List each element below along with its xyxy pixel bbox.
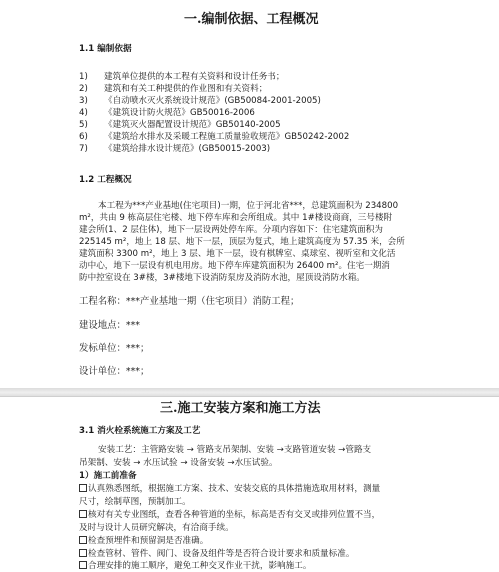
- list-item: 建筑和有关工种提供的作业图和有关资料；: [104, 84, 268, 94]
- paragraph-line: 建筑面积 3300 m²，地上 3 层、地下一层，设有棋牌室、桌球室、视听室和文化活: [79, 249, 396, 259]
- checkbox-icon: [79, 549, 87, 557]
- list-item: 《建筑设计防火规范》GB50016-2006: [104, 108, 255, 118]
- location-field: 建设地点：***: [79, 320, 140, 331]
- list-item: 《建筑给排水设计规范》(GB50015-2003): [104, 144, 271, 154]
- checkbox-icon: [79, 510, 87, 518]
- checklist-item-text: 合理安排的施工顺序，避免工种交叉作业干扰，影响施工。: [88, 561, 312, 571]
- checklist-item-text: 检查预埋件和预留洞是否准确。: [88, 536, 209, 546]
- list-item: 《自动喷水灭火系统设计规范》(GB50084-2001-2005): [104, 96, 321, 106]
- list-item-number: 1): [79, 72, 88, 82]
- paragraph-line: 安装工艺：主管路安装 → 管路支吊架制、安装 →支路管道安装 →管路支: [98, 445, 372, 455]
- list-item-number: 4): [79, 108, 88, 118]
- section-heading: 1.2 工程概况: [79, 175, 132, 185]
- document-page-2: [0, 396, 499, 571]
- designer-field: 设计单位：***；: [79, 366, 150, 377]
- list-item: 建筑单位提供的本工程有关资料和设计任务书；: [104, 72, 285, 82]
- checklist-item-text: 核对有关专业图纸，查看各种管道的坐标，标高是否有交叉或排列位置不当，: [88, 510, 381, 520]
- list-item: 《建筑灭火器配置设计规范》GB50140-2005: [104, 120, 281, 130]
- paragraph-line: 本工程为***产业基地(住宅项目)一期，位于河北省***，总建筑面积为 234800: [98, 201, 399, 211]
- checklist-item: [79, 510, 380, 521]
- checklist-item-continuation: 尺寸，绘制草图，预制加工。: [79, 497, 191, 507]
- paragraph-line: 225145 m²，地上 18 层、地下一层，顶层为复式，地上建筑高度为 57.35 米，会所: [79, 237, 405, 247]
- list-item-number: 2): [79, 84, 88, 94]
- paragraph-line: 建会所(1、2 层住体)，地下一层设两处停车库。分项内容如下：住宅建筑面积为: [79, 225, 383, 235]
- page-title: 一.编制依据、工程概况: [184, 12, 319, 27]
- list-item-number: 6): [79, 132, 88, 142]
- section-heading: 3.1 消火栓系统施工方案及工艺: [79, 426, 201, 436]
- paragraph-line: 防中控室设在 3#楼，3#楼地下设消防泵房及消防水池，屋顶设消防水箱。: [79, 273, 365, 283]
- checklist-item: [79, 536, 208, 547]
- project-name-field: 工程名称：***产业基地一期（住宅项目）消防工程；: [79, 296, 300, 307]
- paragraph-line: 吊架制、安装 → 水压试验 → 设备安装 →水压试验。: [79, 458, 278, 468]
- checklist-item-text: 认真熟悉图纸，根据施工方案、技术、安装交底的具体措施选取用材料，测量: [88, 484, 381, 494]
- list-item-number: 3): [79, 96, 88, 106]
- page-title: 三.施工安装方案和施工方法: [160, 401, 321, 416]
- list-item: 《建筑给水排水及采暖工程施工质量验收规范》GB50242-2002: [104, 132, 350, 142]
- issuer-field: 发标单位：***；: [79, 343, 150, 354]
- checkbox-icon: [79, 536, 87, 544]
- checklist-item: [79, 549, 354, 560]
- list-item-number: 7): [79, 144, 88, 154]
- paragraph-line: 动中心，地下一层设有机电用房。地下停车库建筑面积为 26400 m²。住宅一期消: [79, 261, 391, 271]
- list-item-number: 5): [79, 120, 88, 130]
- checklist-item-text: 检查管材、管件、阀门、设备及组件等是否符合设计要求和质量标准。: [88, 549, 355, 559]
- checklist-item: [79, 561, 311, 572]
- checklist-item-continuation: 及时与设计人员研究解决，有洽商手续。: [79, 523, 234, 533]
- checkbox-icon: [79, 484, 87, 492]
- paragraph-line: m²，共由 9 栋高层住宅楼、地下停车库和会所组成。其中 1#楼设商商，三号楼附: [79, 213, 393, 223]
- subsection-heading: 1）施工前准备: [79, 471, 137, 481]
- section-heading: 1.1 编制依据: [79, 44, 132, 54]
- checklist-item: [79, 484, 380, 495]
- checkbox-icon: [79, 561, 87, 569]
